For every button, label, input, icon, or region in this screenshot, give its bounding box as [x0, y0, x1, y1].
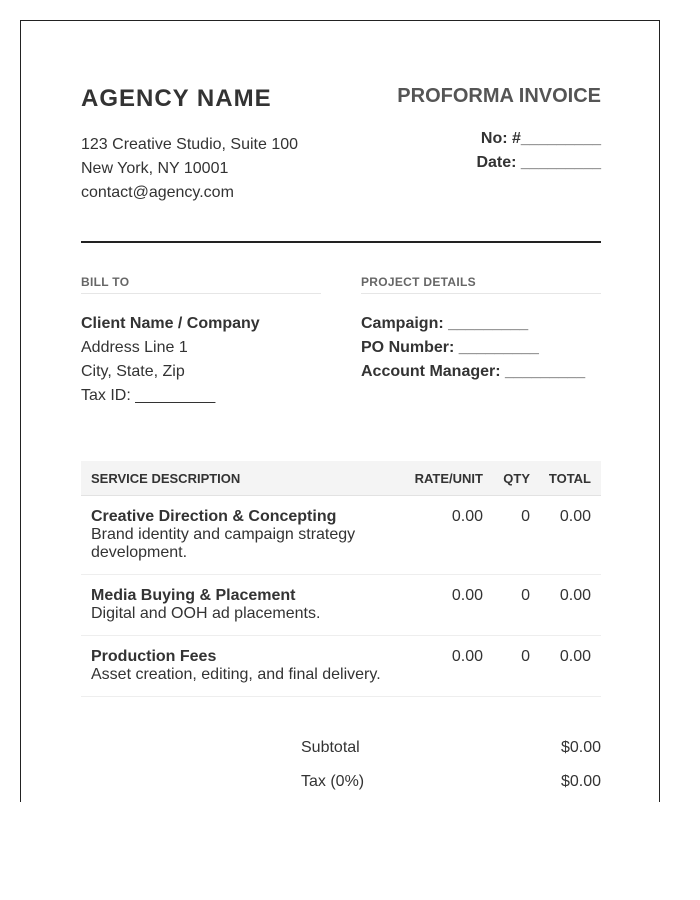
bill-to-label: BILL TO — [81, 275, 321, 294]
tax-value: $0.00 — [560, 773, 601, 790]
client-tax-id: Tax ID: _________ — [81, 387, 216, 404]
subtotal-value: $0.00 — [560, 739, 601, 756]
service-name: Media Buying & Placement — [91, 587, 296, 604]
table-row — [81, 496, 601, 575]
column-header-description: SERVICE DESCRIPTION — [91, 470, 241, 486]
column-header-rate: RATE/UNIT — [414, 470, 483, 486]
column-header-total: TOTAL — [548, 470, 591, 486]
table-row — [81, 575, 601, 636]
client-address: Address Line 1 — [81, 339, 188, 356]
service-description: Brand identity and campaign strategy development. — [91, 526, 356, 561]
table-row — [81, 636, 601, 697]
service-rate: 0.00 — [451, 508, 483, 525]
agency-email: contact@agency.com — [81, 184, 234, 201]
service-total: 0.00 — [559, 508, 591, 525]
service-qty: 0 — [521, 587, 530, 604]
invoice-number: No: #_________ — [480, 130, 601, 147]
subtotal-row — [301, 731, 601, 765]
project-details-label: PROJECT DETAILS — [361, 275, 601, 294]
po-number-field: PO Number: _________ — [361, 339, 539, 356]
totals-section — [301, 731, 601, 799]
client-city: City, State, Zip — [81, 363, 185, 380]
account-manager-field: Account Manager: _________ — [361, 363, 586, 380]
bill-to-section — [81, 275, 321, 408]
agency-address — [81, 133, 298, 205]
service-description: Digital and OOH ad placements. — [91, 605, 321, 622]
project-details-section — [361, 275, 601, 384]
tax-row — [301, 765, 601, 799]
table-header — [81, 461, 601, 496]
campaign-field: Campaign: _________ — [361, 315, 529, 332]
service-total: 0.00 — [559, 587, 591, 604]
service-table — [81, 461, 601, 697]
tax-label: Tax (0%) — [301, 773, 365, 790]
service-rate: 0.00 — [451, 587, 483, 604]
address-line: New York, NY 10001 — [81, 160, 229, 177]
client-name: Client Name / Company — [81, 315, 260, 332]
header-divider — [81, 241, 601, 243]
service-rate: 0.00 — [451, 648, 483, 665]
invoice-meta — [476, 127, 601, 175]
invoice-date: Date: _________ — [476, 154, 601, 171]
subtotal-label: Subtotal — [301, 739, 360, 756]
column-header-qty: QTY — [503, 470, 530, 486]
service-qty: 0 — [521, 508, 530, 525]
agency-name: AGENCY NAME — [81, 85, 272, 112]
address-line: 123 Creative Studio, Suite 100 — [81, 136, 299, 153]
invoice-page — [20, 20, 660, 802]
service-name: Production Fees — [91, 648, 217, 665]
service-total: 0.00 — [559, 648, 591, 665]
service-qty: 0 — [521, 648, 530, 665]
service-description: Asset creation, editing, and final delivery. — [91, 666, 381, 683]
service-name: Creative Direction & Concepting — [91, 508, 337, 525]
document-title: PROFORMA INVOICE — [397, 85, 601, 107]
